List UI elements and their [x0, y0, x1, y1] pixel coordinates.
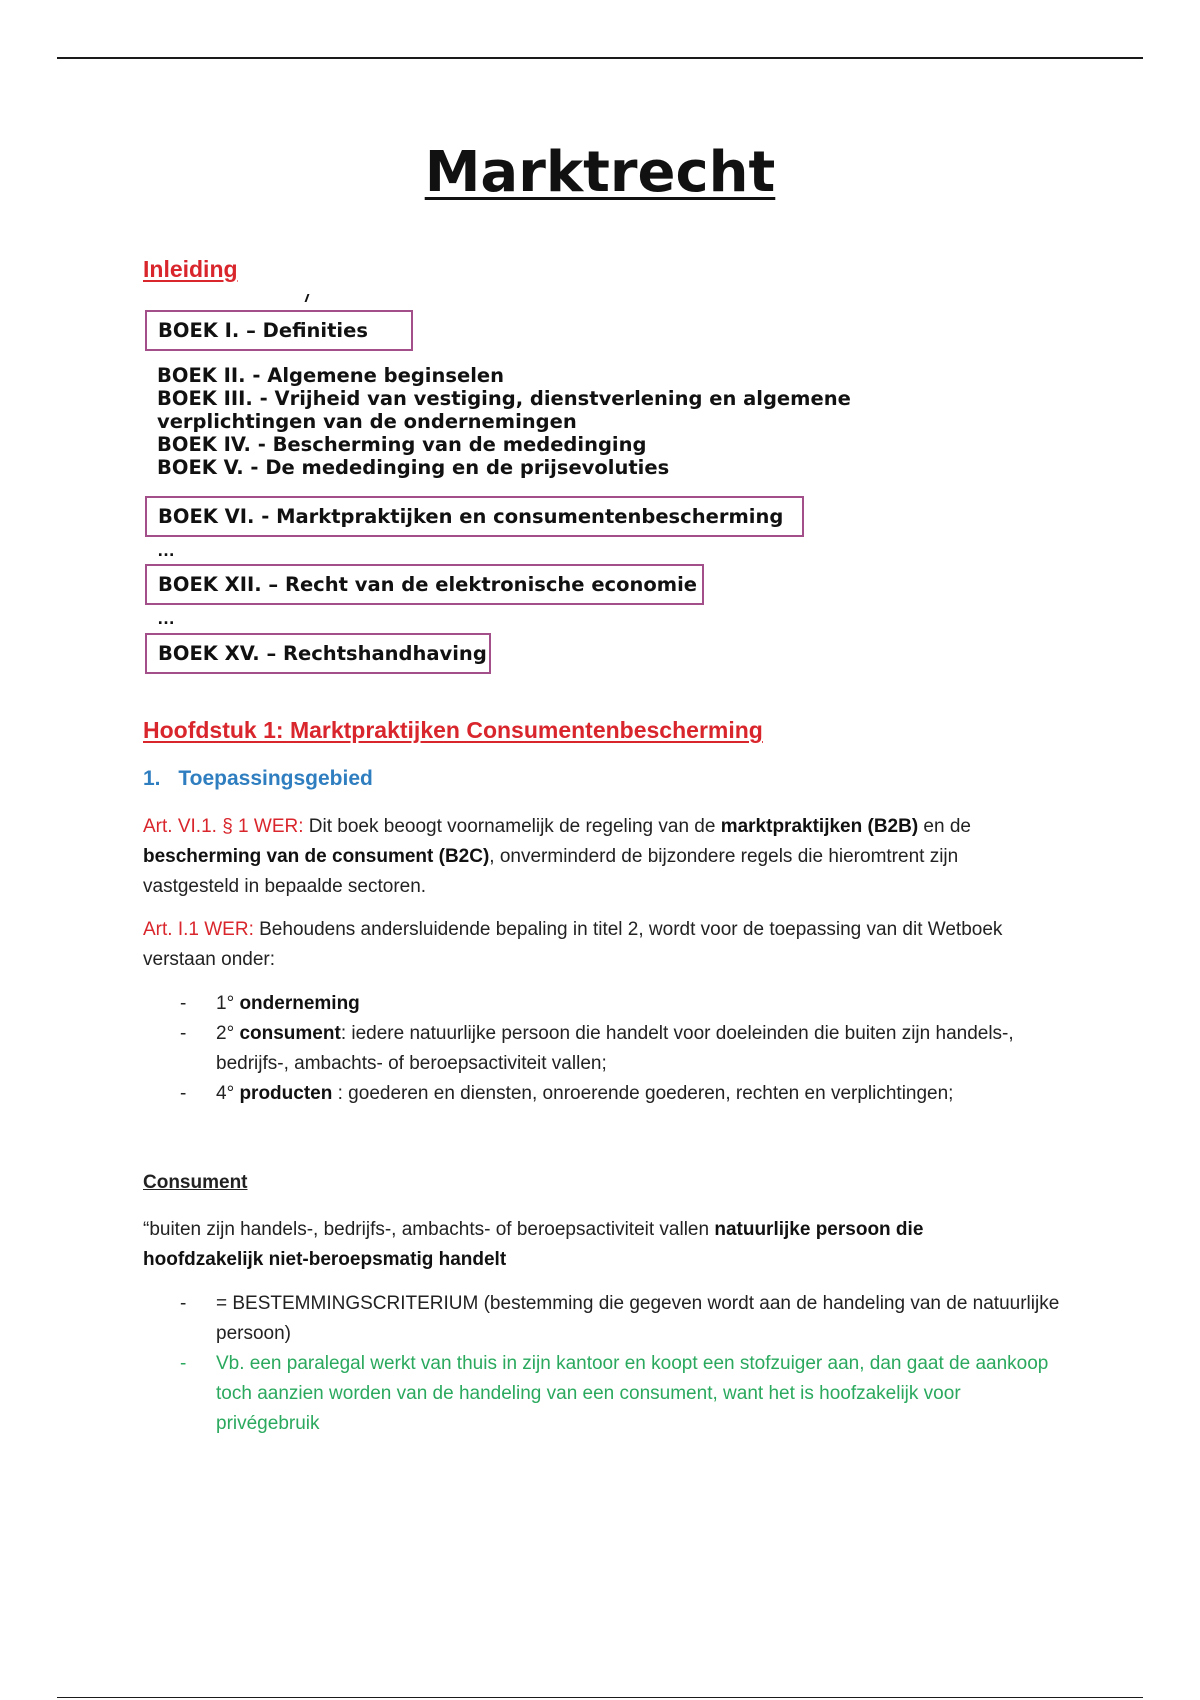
quote-text: “buiten zijn handels-, bedrijfs-, ambachts- of beroepsactiviteit vallen [143, 1219, 715, 1240]
list-item [143, 989, 1063, 1019]
book-line: BOEK IV. - Bescherming van de mededinging [157, 433, 647, 456]
boek-12-box: BOEK XII. – Recht van de elektronische economie [145, 564, 704, 605]
bullet-dash: - [180, 993, 187, 1014]
item-text: : iedere natuurlijke persoon die handelt voor doeleinden die buiten zijn handels-, bedrijfs-, ambachts- of beroepsactiviteit vallen; [216, 1023, 1014, 1074]
books-list [157, 364, 851, 479]
art-i-paragraph [143, 915, 1043, 975]
stray-mark [299, 294, 310, 302]
list-item [143, 1289, 1063, 1349]
definitions-list [143, 989, 1063, 1109]
section-number: 1. [143, 767, 161, 790]
section-title: Toepassingsgebied [178, 767, 373, 790]
bold-term: producten [239, 1083, 333, 1104]
book-line: BOEK II. - Algemene beginselen [157, 364, 504, 387]
bold-term: natuurlijke persoon die hoofdzakelijk niet-beroepsmatig handelt [143, 1219, 924, 1270]
bottom-rule [57, 1697, 1143, 1698]
art-vi-paragraph [143, 812, 1043, 902]
list-item [143, 1079, 1063, 1109]
boek-15-box: BOEK XV. – Rechtshandhaving [145, 633, 491, 674]
section-heading [143, 767, 373, 791]
example-text: Vb. een paralegal werkt van thuis in zijn kantoor en koopt een stofzuiger aan, dan gaat de aankoop toch aanzien worden van de handeling van een consument, want het is hoofzakelijk voor privégebruik [216, 1353, 1049, 1434]
bullet-dash: - [180, 1083, 187, 1104]
paragraph-text: Behoudens andersluidende bepaling in titel 2, wordt voor de toepassing van dit Wetboek verstaan onder: [143, 919, 1003, 970]
paragraph-text: Dit boek beoogt voornamelijk de regeling van de [303, 816, 721, 837]
list-item [143, 1019, 1063, 1079]
bold-term: consument [239, 1023, 341, 1044]
boek-1-box: BOEK I. – Definities [145, 310, 413, 351]
page-title: Marktrecht [424, 140, 776, 205]
book-line: verplichtingen van de ondernemingen [157, 410, 577, 433]
consument-list [143, 1289, 1063, 1439]
ellipsis: … [157, 608, 175, 628]
bold-term: marktpraktijken (B2B) [720, 816, 919, 837]
item-text: : goederen en diensten, onroerende goederen, rechten en verplichtingen; [332, 1083, 954, 1104]
chapter-heading: Hoofdstuk 1: Marktpraktijken Consumentenbescherming [143, 717, 763, 743]
bullet-dash: - [180, 1293, 187, 1314]
item-number: 4° [216, 1083, 235, 1104]
bullet-dash: - [180, 1023, 187, 1044]
item-number: 1° [216, 993, 235, 1014]
book-line: BOEK III. - Vrijheid van vestiging, dienstverlening en algemene [157, 387, 851, 410]
paragraph-text: en de [918, 816, 971, 837]
bold-term: bescherming van de consument (B2C) [143, 846, 490, 867]
inleiding-heading: Inleiding [143, 256, 238, 282]
article-reference: Art. I.1 WER: [143, 919, 254, 940]
consument-heading: Consument [143, 1172, 248, 1193]
item-text: = BESTEMMINGSCRITERIUM (bestemming die gegeven wordt aan de handeling van de natuurlijke persoon) [216, 1293, 1060, 1344]
bullet-dash: - [180, 1353, 187, 1374]
list-item [143, 1349, 1063, 1439]
paragraph-text: , onverminderd de bijzondere regels die hieromtrent zijn vastgesteld in bepaalde sectoren. [143, 846, 959, 897]
book-line: BOEK V. - De mededinging en de prijsevoluties [157, 456, 670, 479]
boek-6-box: BOEK VI. - Marktpraktijken en consumentenbescherming [145, 496, 804, 537]
item-number: 2° [216, 1023, 235, 1044]
bold-term: onderneming [239, 993, 360, 1014]
ellipsis: … [157, 540, 175, 560]
consument-quote [143, 1215, 1043, 1275]
article-reference: Art. VI.1. § 1 WER: [143, 816, 304, 837]
top-rule [57, 57, 1143, 59]
